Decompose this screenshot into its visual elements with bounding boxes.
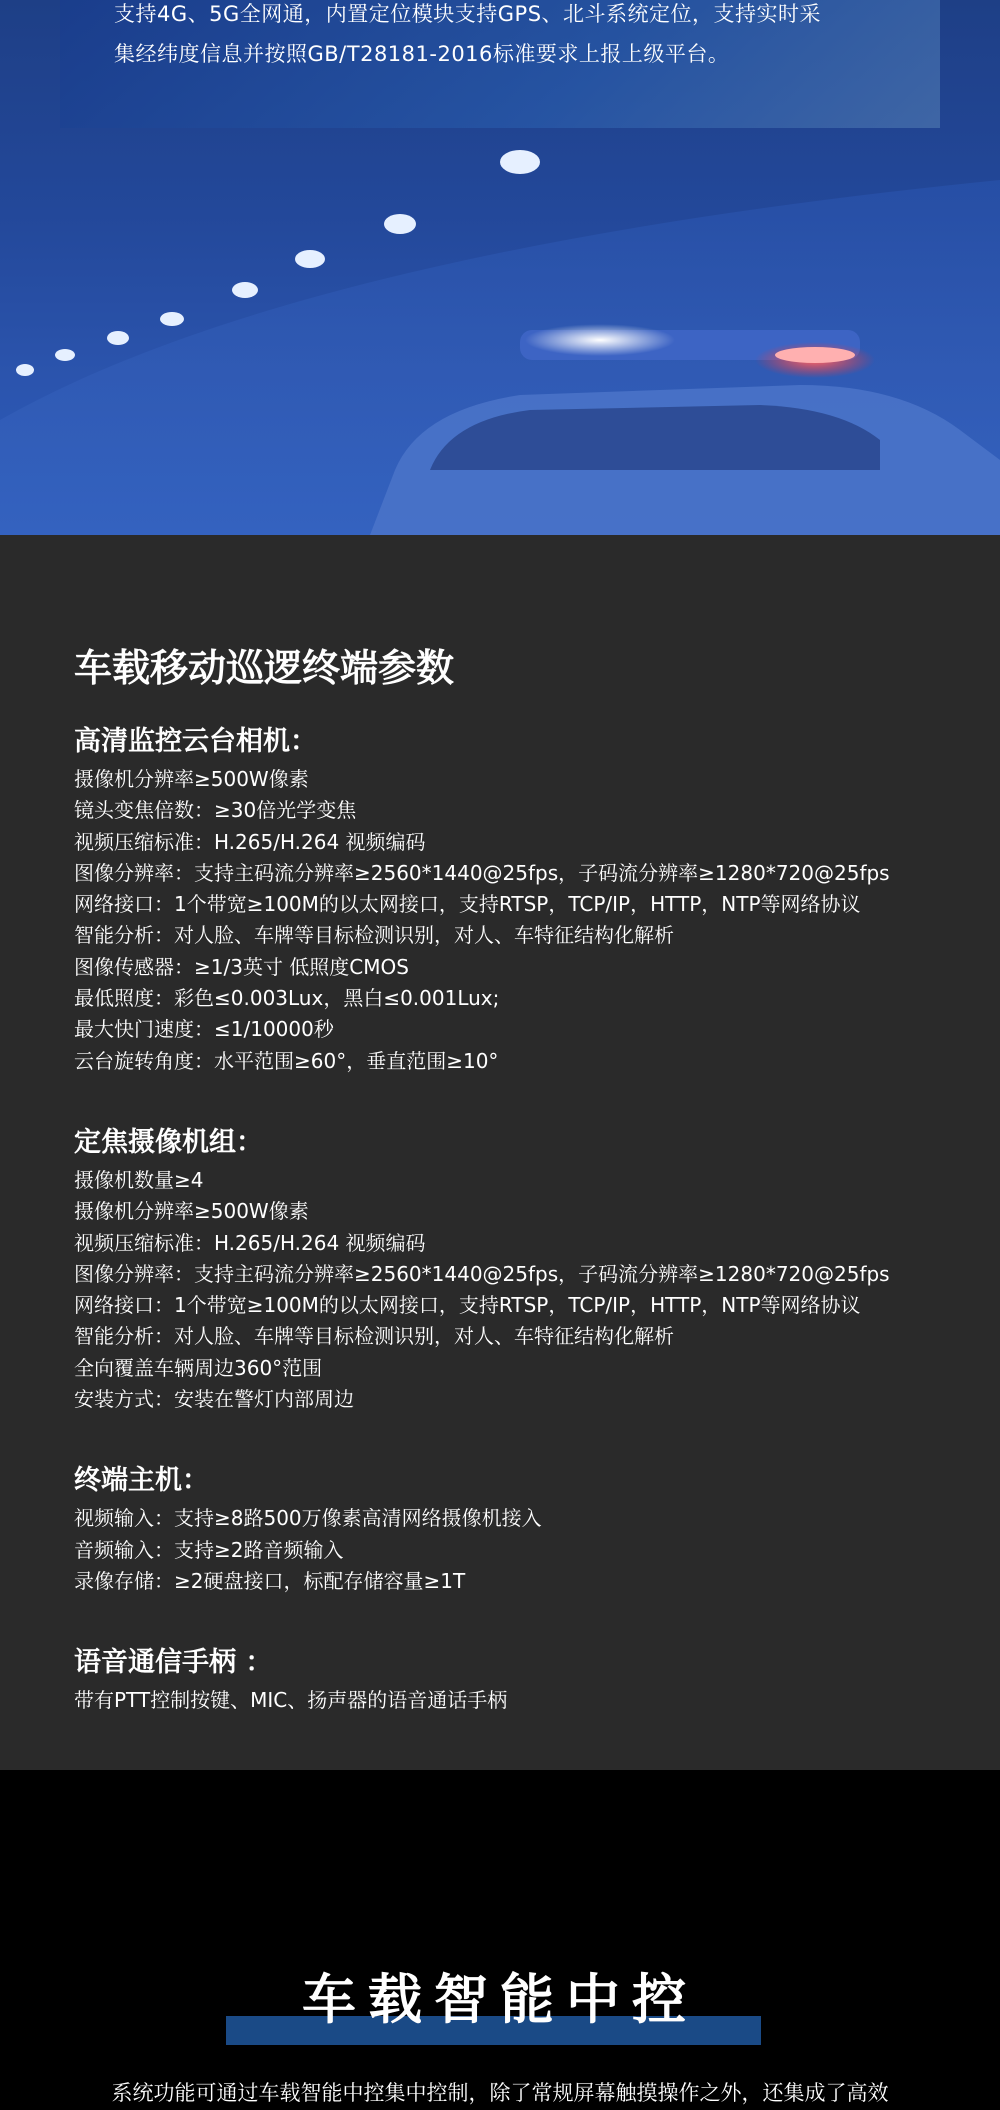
spec-item: 安装方式：安装在警灯内部周边 <box>74 1387 354 1412</box>
spec-group-heading: 终端主机： <box>74 1465 209 1497</box>
spec-item: 视频输入：支持≥8路500万像素高清网络摄像机接入 <box>74 1506 542 1531</box>
spec-item: 带有PTT控制按键、MIC、扬声器的语音通话手柄 <box>74 1688 508 1713</box>
spec-item: 最大快门速度：≤1/10000秒 <box>74 1017 334 1042</box>
hero-intro-line: 支持4G、5G全网通，内置定位模块支持GPS、北斗系统定位，支持实时采 <box>114 2 822 26</box>
spec-item: 图像传感器：≥1/3英寸 低照度CMOS <box>74 954 409 979</box>
spec-item: 摄像机数量≥4 <box>74 1167 204 1192</box>
spec-group-heading: 高清监控云台相机： <box>74 726 317 757</box>
section-title: 车载智能中控 <box>302 1968 698 2031</box>
spec-item: 视频压缩标准：H.265/H.264 视频编码 <box>74 1230 426 1255</box>
section-description: 系统功能可通过车载智能中控集中控制，除了常规屏幕触摸操作之外，还集成了高效 <box>111 2081 889 2105</box>
section-title: 车载移动巡逻终端参数 <box>74 646 455 690</box>
spec-item: 摄像机分辨率≥500W像素 <box>74 1199 309 1224</box>
hero-intro-box <box>60 0 940 128</box>
spec-item: 云台旋转角度：水平范围≥60°，垂直范围≥10° <box>74 1048 499 1073</box>
spec-item: 智能分析：对人脸、车牌等目标检测识别，对人、车特征结构化解析 <box>74 923 674 948</box>
spec-group-heading: 语音通信手柄 ： <box>74 1647 273 1679</box>
spec-group-ptz-camera <box>74 722 926 1077</box>
spec-item: 镜头变焦倍数：≥30倍光学变焦 <box>74 798 357 823</box>
spec-group-terminal-host <box>74 1461 926 1597</box>
hero-intro-line: 集经纬度信息并按照GB/T28181-2016标准要求上报上级平台。 <box>114 42 730 66</box>
spec-item: 智能分析：对人脸、车牌等目标检测识别，对人、车特征结构化解析 <box>74 1324 674 1349</box>
spec-item: 网络接口：1个带宽≥100M的以太网接口，支持RTSP，TCP/IP，HTTP，NTP等网络协议 <box>74 1293 861 1318</box>
spec-item: 最低照度：彩色≤0.003Lux，黑白≤0.001Lux; <box>74 986 500 1011</box>
spec-group-fixed-cameras <box>74 1123 926 1415</box>
spec-item: 网络接口：1个带宽≥100M的以太网接口，支持RTSP，TCP/IP，HTTP，NTP等网络协议 <box>74 892 861 917</box>
spec-item: 全向覆盖车辆周边360°范围 <box>74 1355 323 1380</box>
spec-item: 图像分辨率：支持主码流分辨率≥2560*1440@25fps，子码流分辨率≥1280*720@25fps <box>74 1261 890 1286</box>
spec-item: 录像存储：≥2硬盘接口，标配存储容量≥1T <box>74 1568 466 1593</box>
terminal-parameters-section <box>0 535 1000 1770</box>
spec-group-voice-handset <box>74 1643 926 1716</box>
spec-item: 视频压缩标准：H.265/H.264 视频编码 <box>74 829 426 854</box>
spec-item: 摄像机分辨率≥500W像素 <box>74 767 309 791</box>
spec-group-heading: 定焦摄像机组： <box>74 1126 263 1158</box>
spec-item: 音频输入：支持≥2路音频输入 <box>74 1537 344 1562</box>
hero-banner <box>0 0 1000 535</box>
intelligent-control-section <box>0 1770 1000 2110</box>
spec-item: 图像分辨率：支持主码流分辨率≥2560*1440@25fps，子码流分辨率≥1280*720@25fps <box>74 860 890 885</box>
